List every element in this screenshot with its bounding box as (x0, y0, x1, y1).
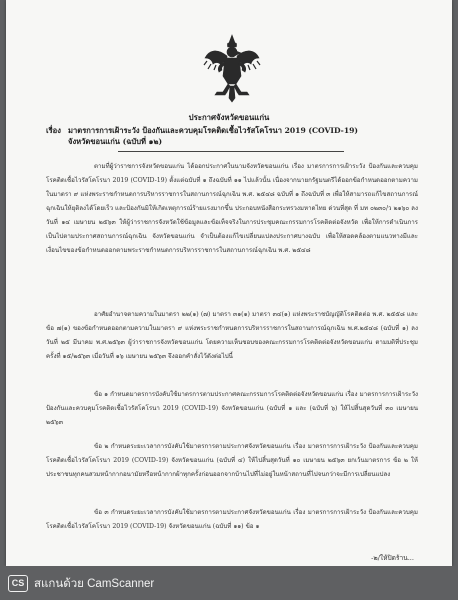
subject-line-2: จังหวัดขอนแก่น (ฉบับที่ ๑๒) (68, 137, 163, 146)
paragraph-text: อาศัยอำนาจตามความในมาตรา ๒๒(๑) (๗) มาตรา ๓๑(๑) มาตรา ๓๔(๑) แห่งพระราชบัญญัติโรคติดต่อ พ.ศ. ๒๕๕๘ และข้อ ๗(๑) ของข้อกำหนดออกตามความในมาตรา ๙ แห่งพระราชกำหนดการบริหารราชการในสถานการณ์ฉุกเฉิน พ.ศ.๒๕๔๘ (ฉบับที่ ๑) ลงวันที่ ๒๕ มีนาคม พ.ศ.๒๕๖๓ ผู้ว่าราชการจังหวัดขอนแก่น โดยความเห็นชอบของคณะกรรมการโรคติดต่อจังหวัดขอนแก่น ตามมติที่ประชุมครั้งที่ ๑๕/๒๕๖๓ เมื่อวันที่ ๑๖ เมษายน ๒๕๖๓ จึงออกคำสั่งไว้ดังต่อไปนี้ (46, 311, 418, 360)
clause-2 (46, 440, 418, 482)
clause-text: ข้อ ๑ กำหนดมาตรการบังคับใช้มาตรการตามประกาศคณะกรรมการโรคติดต่อจังหวัดขอนแก่น เรื่อง มาตรการการเฝ้าระวัง ป้องกันและควบคุมโรคติดเชื้อไวรัสโคโรนา 2019 (COVID-19) จังหวัดขอนแก่น (ฉบับที่ ๑ และ (ฉบับที่ ๖) ให้ไปสิ้นสุดวันที่ ๓๐ เมษายน ๒๕๖๓ (46, 391, 418, 426)
continued-marker: -๒/ให้ปิดร้าน... (371, 554, 414, 562)
clause-text: ข้อ ๒ กำหนดระยะเวลาการบังคับใช้มาตรการตามประกาศจังหวัดขอนแก่น เรื่อง มาตรการการเฝ้าระวัง ป้องกันและควบคุมโรคติดเชื้อไวรัสโคโรนา 2019 (COVID-19) จังหวัดขอนแก่น (ฉบับที่ ๔) ให้ไปสิ้นสุดวันที่ ๑๐ เมษายน ๒๕๖๓ ยกเว้นมาตรการ ข้อ ๒ ให้ประชาชนทุกคนสวมหน้ากากอนามัยหรือหน้ากากผ้าทุกครั้งก่อนออกจากบ้านไปที่ไม่อยู่ในหน้าสถานที่ไปจนกว่าจะมีการเปลี่ยนแปลง (46, 443, 418, 478)
garuda-emblem-icon (203, 34, 261, 104)
clause-text: ข้อ ๓ กำหนดระยะเวลาการบังคับใช้มาตรการตามประกาศจังหวัดขอนแก่น เรื่อง มาตรการการเฝ้าระวัง ป้องกันและควบคุมโรคติดเชื้อไวรัสโคโรนา 2019 (COVID-19) จังหวัดขอนแก่น (ฉบับที่ ๑๑) ข้อ ๑ (46, 509, 418, 530)
camscanner-logo-icon: CS (8, 575, 28, 592)
camscanner-watermark-text: สแกนด้วย CamScanner (34, 578, 155, 590)
camscanner-watermark-bar (0, 566, 458, 600)
paragraph-authority (46, 308, 418, 364)
clause-3 (46, 506, 418, 534)
paragraph-text: ตามที่ผู้ว่าราชการจังหวัดขอนแก่น ได้ออกประกาศในนามจังหวัดขอนแก่น เรื่อง มาตรการการเฝ้าระวัง ป้องกันและควบคุมโรคติดเชื้อไวรัสโคโรนา 2019 (COVID-19) ตั้งแต่ฉบับที่ ๑ ถึงฉบับที่ ๑๑ ไปแล้วนั้น เนื่องจากนายกรัฐมนตรีได้ออกข้อกำหนดออกตามความในมาตรา ๙ แห่งพระราชกำหนดการบริหารราชการในสถานการณ์ฉุกเฉิน พ.ศ. ๒๕๔๘ ฉบับที่ ๑ ถึงฉบับที่ ๓ เพื่อให้สามารถแก้ไขสถานการณ์ฉุกเฉินให้ยุติลงได้โดยเร็ว และป้องกันมิให้เกิดเหตุการณ์ร้ายแรงมากขึ้น ประกอบหนังสือกระทรวงมหาดไทย ด่วนที่สุด ที่ มท ๐๒๓๐/ว ๒๑๖๐ ลงวันที่ ๑๔ เมษายน ๒๕๖๓ ให้ผู้ว่าราชการจังหวัดใช้ข้อมูลและข้อเท็จจริงในการประชุมคณะกรรมการโรคติดต่อจังหวัด เพื่อให้การดำเนินการเป็นไปตามประกาศสถานการณ์ฉุกเฉิน จังหวัดขอนแก่น จำเป็นต้องแก้ไขเปลี่ยนแปลงประกาศบางฉบับ เพื่อให้สอดคล้องตามแนวทางมีและเงื่อนไขของข้อกำหนดออกตามพระราชกำหนดการบริหารราชการในสถานการณ์ฉุกเฉิน พ.ศ. ๒๕๔๘ (46, 163, 418, 254)
paragraph-preamble (46, 160, 418, 258)
clause-1 (46, 388, 418, 430)
subject-label: เรื่อง (46, 126, 61, 135)
title-divider (118, 151, 344, 152)
document-title: ประกาศจังหวัดขอนแก่น (188, 113, 270, 122)
document-subject (46, 125, 426, 147)
subject-line-1: มาตรการการเฝ้าระวัง ป้องกันและควบคุมโรคติดเชื้อไวรัสโคโรนา 2019 (COVID-19) (68, 126, 358, 135)
scanned-page (6, 0, 452, 566)
